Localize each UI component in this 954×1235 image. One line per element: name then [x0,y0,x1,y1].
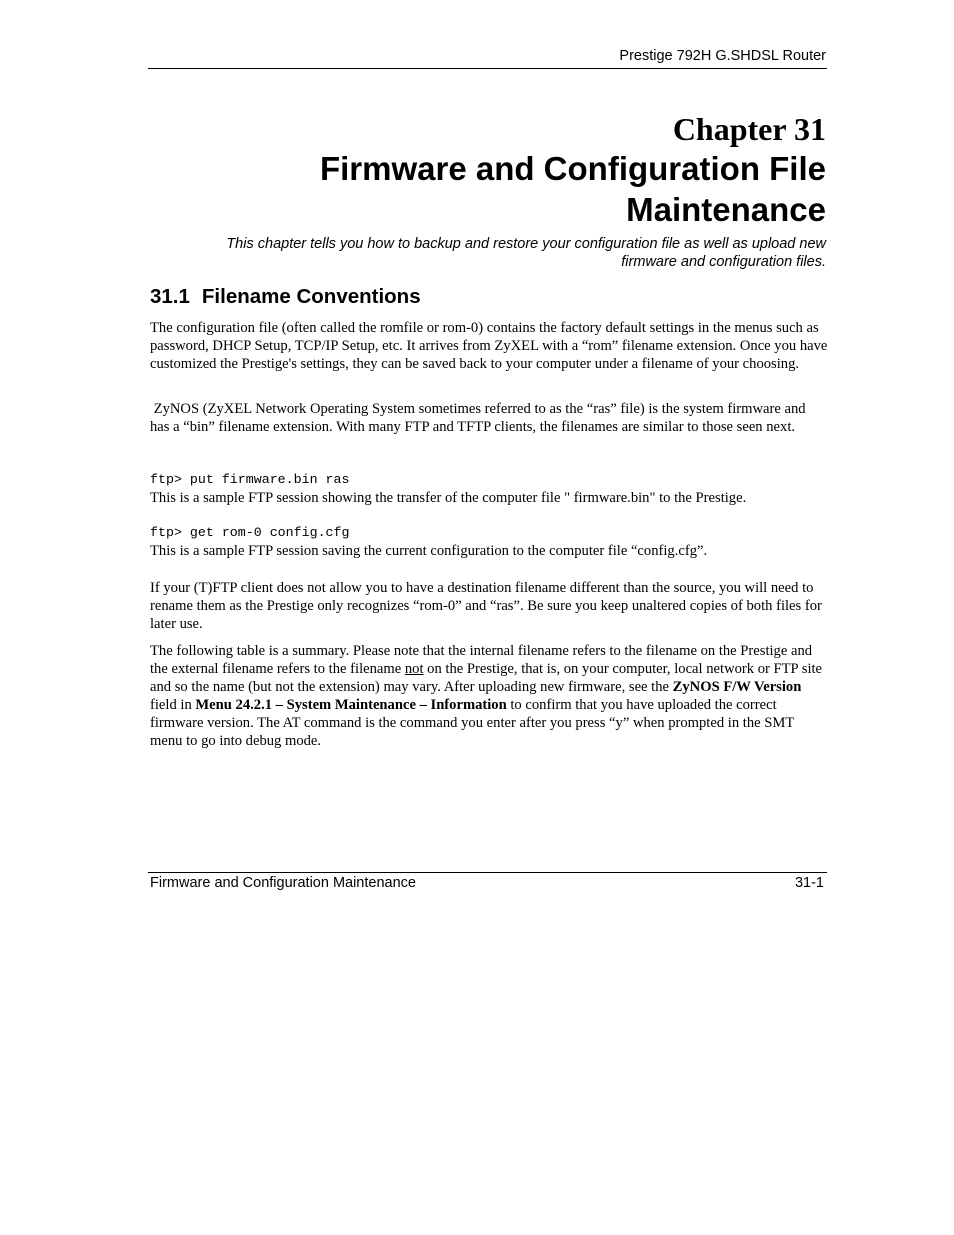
code-line-get: ftp> get rom-0 config.cfg [150,525,350,540]
underlined-not: not [404,661,424,677]
paragraph-1-text: The configuration file (often called the romfile or rom-0) contains the factory default settings in the menus such as password, DHCP Setup, TCP/IP Setup, etc. It arrives from ZyXEL with a “rom” filename extension. Once you have customized the Prestige's settings, they can be saved back to your computer under a filename of your choosing. [150,320,828,372]
field-name-zynos-fw-version: ZyNOS F/W Version [672,679,802,695]
code-example-get [150,524,828,560]
section-number: 31.1 [150,285,190,308]
section-title: Filename Conventions [201,285,421,308]
paragraph-rename [150,579,828,633]
running-header: Prestige 792H G.SHDSL Router [619,48,826,64]
code-put-description: This is a sample FTP session showing the transfer of the computer file " firmware.bin" to the Prestige. [150,490,747,506]
chapter-heading-block [148,110,826,271]
paragraph-3-text: If your (T)FTP client does not allow you to have a destination filename different than the source, you will need to rename them as the Prestige only recognizes “rom-0” and “ras”. Be sure you keep unaltered copies of both files for later use. [150,580,822,632]
paragraph-summary [150,642,828,750]
menu-reference: Menu 24.2.1 – System Maintenance – Information [195,697,507,713]
chapter-number: Chapter 31 [672,111,826,147]
footer-rule [148,872,827,873]
running-footer: Firmware and Configuration Maintenance [150,875,416,891]
code-line-put: ftp> put firmware.bin ras [150,472,350,487]
page-number: 31-1 [794,875,824,891]
paragraph-zynos [150,400,828,436]
code-get-description: This is a sample FTP session saving the current configuration to the computer file “config.cfg”. [150,543,708,559]
section-heading [150,285,421,309]
paragraph-2-text: ZyNOS (ZyXEL Network Operating System sometimes referred to as the “ras” file) is the system firmware and has a “bin” filename extension. With many FTP and TFTP clients, the filenames are similar to those seen next. [150,401,810,435]
header-rule [148,68,827,69]
chapter-intro: This chapter tells you how to backup and restore your configuration file as well as upload new firmware and configuration files. [226,236,826,270]
chapter-title-line1: Firmware and Configuration File [319,150,826,187]
paragraph-config-file [150,319,828,373]
code-example-put [150,471,828,507]
chapter-title-line2: Maintenance [626,191,826,228]
paragraph-4-text: The following table is a summary. Please note that the internal filename refers to the filename on the Prestige and the external filename refers to the filename not on the Prestige, that is, on your computer, local network or FTP site and so the name (but not the extension) may vary. After uploading new firmware, see the ZyNOS F/W Version field in Menu 24.2.1 – System Maintenance – Information to confirm that you have uploaded the correct firmware version. The AT command is the command you enter after you press “y” when prompted in the SMT menu to go into debug mode. [150,643,823,749]
